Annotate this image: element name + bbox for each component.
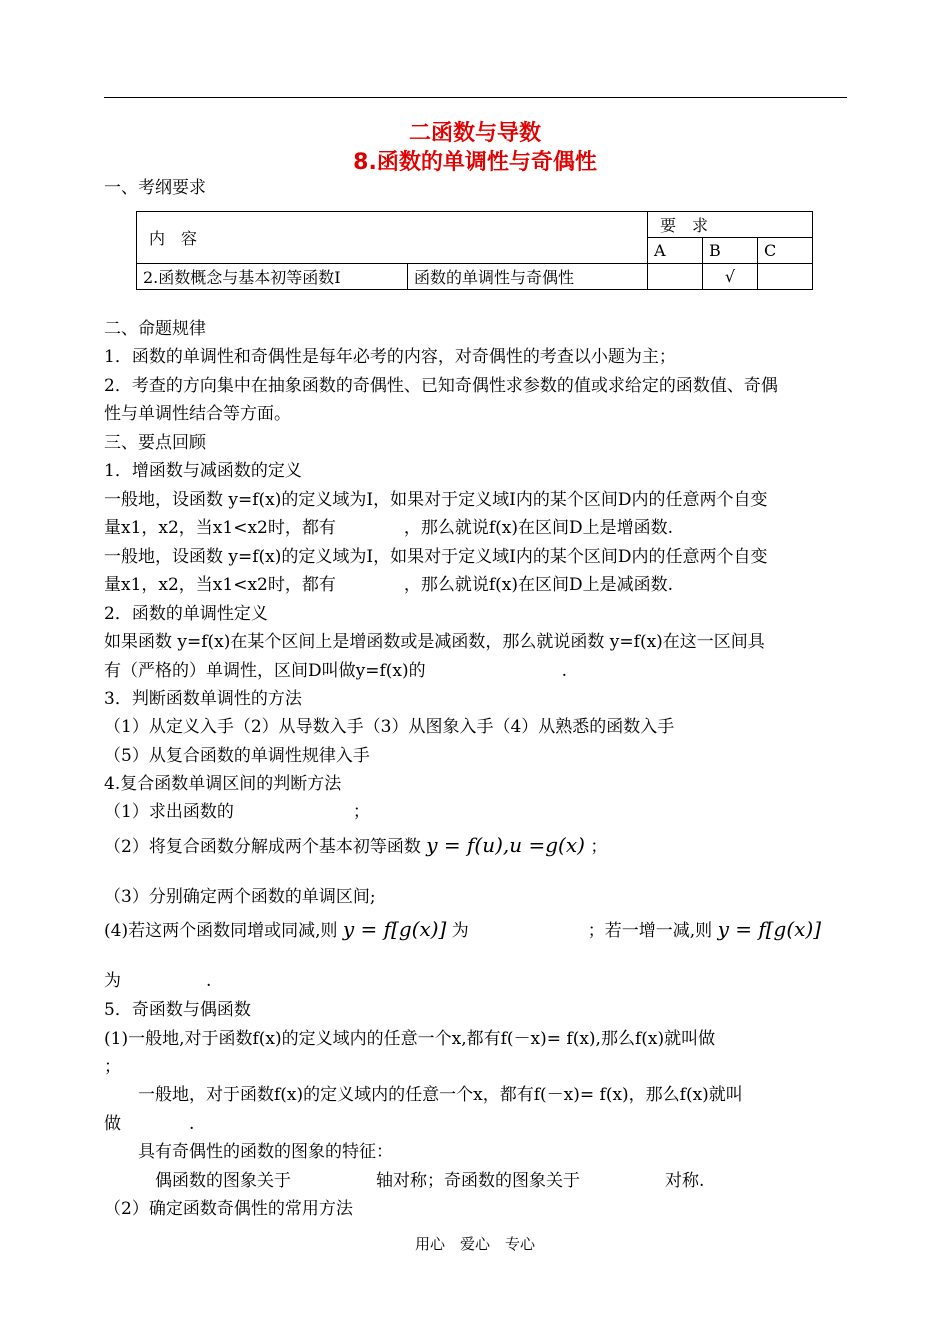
point2-line1: 如果函数 y=f(x)在某个区间上是增函数或是减函数，那么就说函数 y=f(x)在这一区间具	[104, 632, 765, 652]
level-c-cell: C	[758, 238, 813, 264]
requirement-header-cell: 要 求	[648, 212, 813, 238]
chapter-title: 二函数与导数	[408, 121, 541, 146]
page-footer: 用心 爱心 专心	[414, 1235, 535, 1253]
point4-step4-text-a: (4)若这两个函数同增或同减,则	[104, 921, 338, 941]
section1-heading: 一、考纲要求	[104, 178, 206, 198]
point4-step4	[104, 918, 821, 942]
section2-item2-line2: 性与单调性结合等方面。	[104, 404, 291, 424]
point5-even-line2: 做 .	[104, 1114, 195, 1134]
point3-line2: （5）从复合函数的单调性规律入手	[104, 746, 370, 766]
point4-step3: （3）分别确定两个函数的单调区间;	[104, 887, 376, 907]
point4-step4-formula1: y = f[g(x)]	[342, 917, 447, 941]
point5-graph-symmetry: 偶函数的图象关于 轴对称；奇函数的图象关于 对称.	[104, 1171, 705, 1191]
category-cell: 2.函数概念与基本初等函数Ⅰ	[137, 264, 408, 290]
point1-title: 1．增函数与减函数的定义	[104, 461, 302, 481]
point1-increasing-line1: 一般地，设函数 y=f(x)的定义域为I，如果对于定义域Ⅰ内的某个区间D内的任意两个自变	[104, 490, 768, 510]
point5-odd-line2: ；	[104, 1057, 121, 1077]
point4-step4-formula2: y = f[g(x)]	[717, 917, 822, 941]
row-c-cell	[758, 264, 813, 290]
level-b-cell: B	[703, 238, 758, 264]
point1-decreasing-line1: 一般地，设函数 y=f(x)的定义域为I，如果对于定义域Ⅰ内的某个区间D内的任意两个自变	[104, 547, 768, 567]
point5-title: 5．奇函数与偶函数	[104, 1000, 251, 1020]
level-a-cell: A	[648, 238, 703, 264]
point4-step2-text: （2）将复合函数分解成两个基本初等函数	[104, 837, 421, 857]
point5-even-line1: 一般地，对于函数f(x)的定义域内的任意一个x，都有f(－x)= f(x)，那么f(x)就叫	[104, 1085, 743, 1105]
point2-title: 2．函数的单调性定义	[104, 604, 268, 624]
point3-line1: （1）从定义入手（2）从导数入手（3）从图象入手（4）从熟悉的函数入手	[104, 717, 675, 737]
point5-methods-heading: （2）确定函数奇偶性的常用方法	[104, 1199, 353, 1219]
requirements-table	[136, 211, 813, 290]
section3-heading: 三、要点回顾	[104, 433, 206, 453]
point3-title: 3．判断函数单调性的方法	[104, 689, 302, 709]
point4-step2	[104, 834, 607, 858]
point5-graph-feature-heading: 具有奇偶性的函数的图象的特征：	[104, 1142, 393, 1162]
point1-increasing-line2: 量x1，x2，当x1<x2时，都有 ，那么就说f(x)在区间D上是增函数.	[104, 518, 674, 538]
section2-item1: 1．函数的单调性和奇偶性是每年必考的内容，对奇偶性的考查以小题为主；	[104, 347, 676, 367]
point4-title: 4.复合函数单调区间的判断方法	[104, 774, 342, 794]
point4-step4-end: 为 .	[104, 971, 212, 991]
point1-decreasing-line2: 量x1，x2，当x1<x2时，都有 ，那么就说f(x)在区间D上是减函数.	[104, 575, 674, 595]
point4-step4-text-b: 为 ；若一增一减,则	[451, 921, 713, 941]
point4-step2-formula: y = f(u),u =g(x)	[426, 833, 585, 857]
point4-step2-end: ；	[590, 837, 608, 857]
header-rule	[104, 97, 847, 98]
section2-heading: 二、命题规律	[104, 319, 206, 339]
topic-cell: 函数的单调性与奇偶性	[408, 264, 648, 290]
section-title: 8.函数的单调性与奇偶性	[353, 150, 597, 175]
point4-step1: （1）求出函数的 ；	[104, 802, 370, 822]
row-b-check-cell: √	[703, 264, 758, 290]
point5-odd-line1: (1)一般地,对于函数f(x)的定义域内的任意一个x,都有f(－x)= f(x),那么f(x)就叫做	[104, 1029, 716, 1049]
point2-line2: 有（严格的）单调性，区间D叫做y=f(x)的 .	[104, 661, 568, 681]
row-a-cell	[648, 264, 703, 290]
content-header-cell: 内 容	[137, 212, 648, 264]
section2-item2-line1: 2．考查的方向集中在抽象函数的奇偶性、已知奇偶性求参数的值或求给定的函数值、奇偶	[104, 376, 778, 396]
